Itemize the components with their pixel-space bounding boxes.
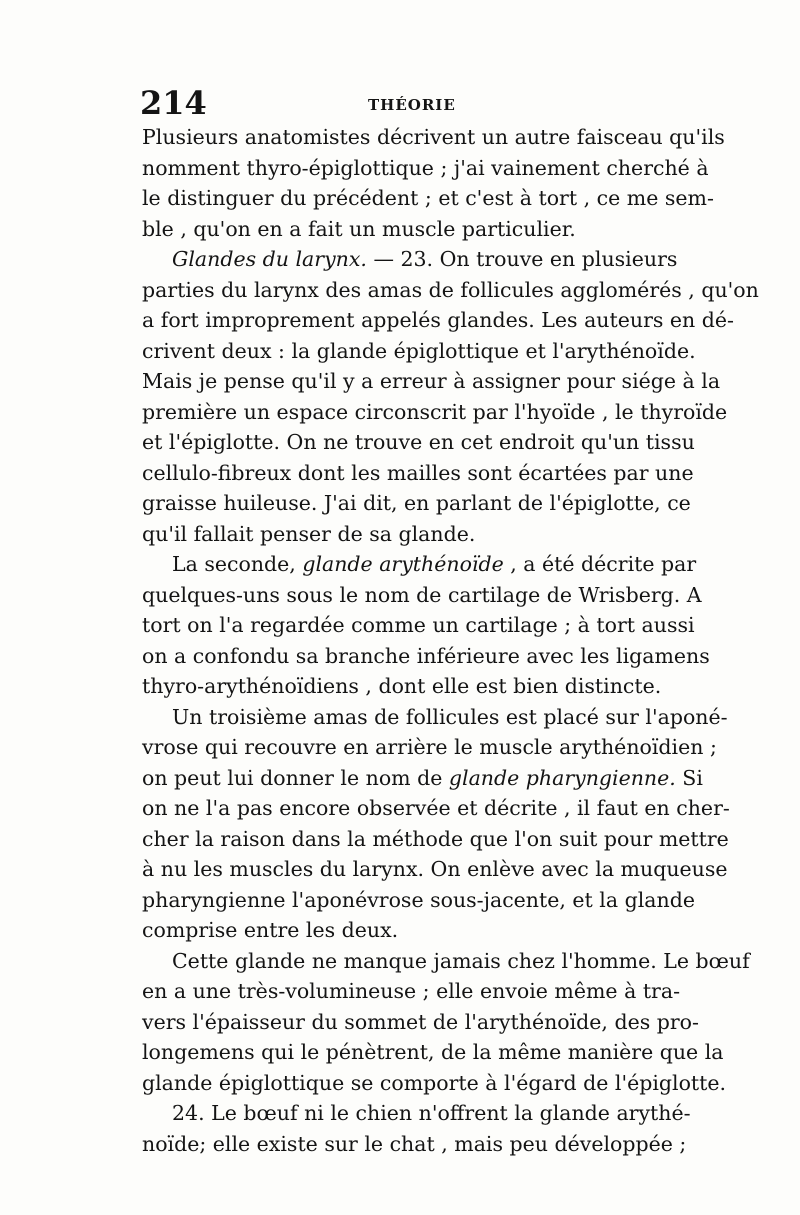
text-run: noïde; elle existe sur le chat , mais peu développée ; [142,1131,687,1156]
text-line [142,458,694,489]
text-run: quelques-uns sous le nom de cartilage de Wrisberg. A [142,582,702,607]
text-run: Mais je pense qu'il y a erreur à assigner pour siége à la [142,369,721,393]
text-line [142,793,730,824]
text-line [142,275,759,306]
text-run: parties du larynx des amas de follicules agglomérés , qu'on [142,277,759,302]
text-run: on peut lui donner le nom de [142,765,449,790]
text-run: tort on l'a regardée comme un cartilage ; à tort aussi [142,613,695,637]
text-run: à nu les muscles du larynx. On enlève avec la muqueuse [142,857,728,881]
text-run: vrose qui recouvre en arrière le muscle arythénoïdien ; [142,735,717,759]
italic-text: Glandes du larynx. [172,247,367,271]
text-line [142,183,714,214]
text-run: cellulo-fibreux dont les mailles sont écartées par une [142,460,694,485]
running-title: THÉORIE [368,96,456,114]
page-header [140,84,670,124]
text-run: cher la raison dans la méthode que l'on suit pour mettre [142,826,729,851]
text-line [142,244,678,275]
text-run: le distinguer du précédent ; et c'est à tort , ce me sem- [142,186,714,210]
text-run: pharyngienne l'aponévrose sous-jacente, et la glande [142,887,695,912]
text-run: ble , qu'on en a fait un muscle particulier. [142,216,576,241]
text-line [142,427,695,458]
italic-text: glande pharyngienne. [448,765,676,790]
text-line [142,305,734,336]
text-line [142,824,729,855]
text-run: 24. Le bœuf ni le chien n'offrent la glande arythé- [172,1101,691,1125]
text-line [142,153,709,184]
text-line [142,671,670,702]
text-run: thyro-arythénoïdiens , dont elle est bien distincte. [142,674,662,698]
text-run: crivent deux : la glande épiglottique et l'arythénoïde. [142,338,696,363]
text-run: , a été décrite par [503,552,697,576]
text-run: Un troisième amas de follicules est placé sur l'aponé- [172,704,728,729]
text-line [142,488,691,519]
text-line [142,946,750,977]
text-line [142,580,702,611]
text-run: qu'il fallait penser de sa glande. [142,521,476,546]
text-run: vers l'épaisseur du sommet de l'arythénoïde, des pro- [142,1009,699,1034]
text-run: Cette glande ne manque jamais chez l'homme. Le bœuf [172,948,750,973]
text-line [142,1037,724,1068]
text-run: première un espace circonscrit par l'hyoïde , le thyroïde [142,399,728,424]
text-run: — 23. On trouve en plusieurs [366,247,678,271]
text-line [142,1098,691,1129]
text-line [142,702,728,733]
text-run: on ne l'a pas encore observée et décrite , il faut en cher- [142,796,730,820]
text-line [142,214,670,245]
text-run: La seconde, [172,552,303,576]
page-number: 214 [140,84,207,122]
text-run: glande épiglottique se comporte à l'égard de l'épiglotte. [142,1070,727,1095]
text-line [142,641,710,672]
text-line [142,885,695,916]
text-line [142,763,703,794]
text-run: graisse huileuse. J'ai dit, en parlant de l'épiglotte, ce [142,491,691,515]
italic-text: glande arythénoïde [302,552,504,576]
text-run: on a confondu sa branche inférieure avec les ligamens [142,643,710,668]
text-line [142,336,696,367]
text-line [142,732,717,763]
text-line [142,1129,687,1160]
text-run: Si [675,765,703,790]
text-line [142,122,725,153]
text-line [142,366,721,397]
text-line [142,397,728,428]
text-line [142,915,670,946]
text-run: Plusieurs anatomistes décrivent un autre faisceau qu'ils [142,125,725,149]
text-line [142,976,681,1007]
text-run: et l'épiglotte. On ne trouve en cet endroit qu'un tissu [142,430,695,454]
text-run: nomment thyro-épiglottique ; j'ai vainement cherché à [142,155,709,180]
text-line [142,854,728,885]
text-line [142,1068,727,1099]
text-line [142,519,670,550]
body-text [142,122,759,1159]
text-line [142,610,695,641]
text-run: en a une très-volumineuse ; elle envoie même à tra- [142,979,681,1003]
text-run: a fort improprement appelés glandes. Les auteurs en dé- [142,308,734,332]
text-run: longemens qui le pénètrent, de la même manière que la [142,1040,724,1064]
text-line [142,1007,699,1038]
text-run: comprise entre les deux. [142,918,399,942]
text-line [142,549,697,580]
